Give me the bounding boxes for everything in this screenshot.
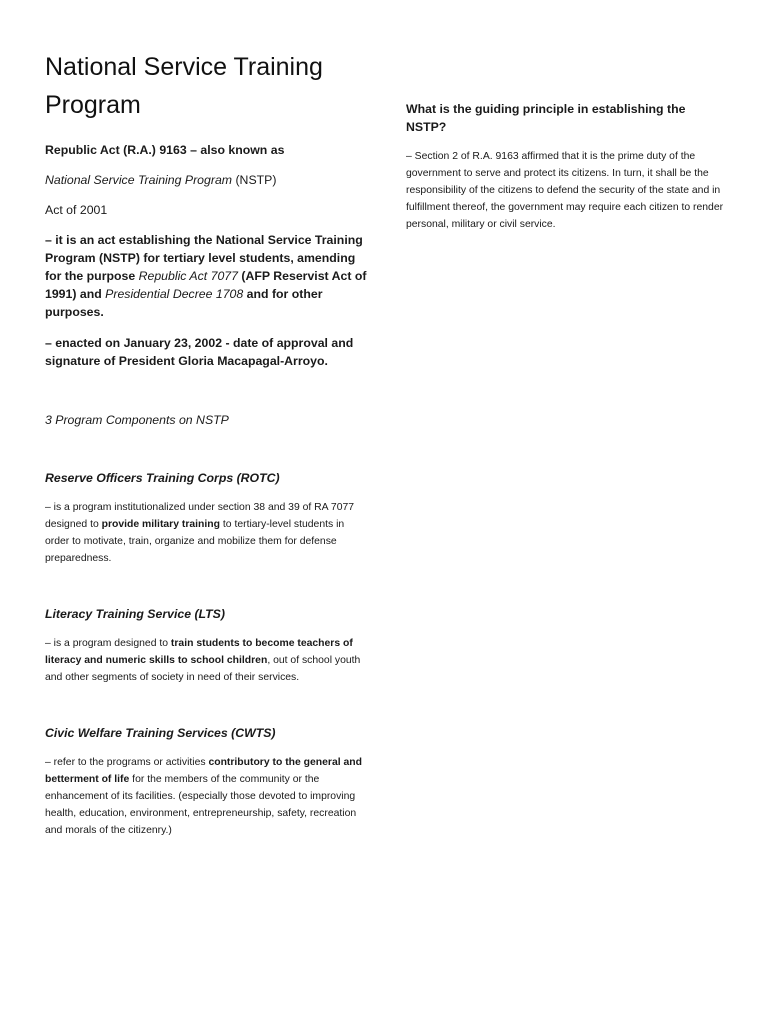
nstp-name: National Service Training Program [45,173,233,187]
rotc-heading: Reserve Officers Training Corps (ROTC) [45,471,280,485]
rotc-text [45,499,370,567]
lts-text-bold: train students to become teachers of literacy and numeric skills to school children [45,638,353,666]
intro-ra-line [45,141,370,159]
enacted-date: January 23, 2002 [123,336,223,350]
intro-enacted [45,334,370,370]
lts-text-b: , out of school youth and other segments of society in need of their services. [45,655,361,683]
intro-description [45,231,370,321]
desc-part-a: – it is an act establishing the National Service Training Program (NSTP) for tertiary level students, amending for the purpose [45,233,363,283]
intro-act-line: Act of 2001 [45,203,108,217]
intro-nstp-line [45,171,370,189]
rotc-text-b: to tertiary-level students in order to motivate, train, organize and mobilize them for defense preparedness. [45,519,345,564]
principle-question: What is the guiding principle in establishing the NSTP? [406,102,686,134]
cwts-text-a: – refer to the programs or activities [45,757,209,768]
cwts-text-bold: contributory to the general and betterment of life [45,757,362,785]
desc-ra7077: Republic Act 7077 [138,269,238,283]
desc-part-c: and for other purposes. [45,287,323,319]
lts-text [45,635,370,686]
cwts-heading: Civic Welfare Training Services (CWTS) [45,726,276,740]
lts-text-a: – is a program designed to [45,638,171,649]
components-heading: 3 Program Components on NSTP [45,413,229,427]
rotc-text-bold: provide military training [101,519,220,530]
desc-pd1708: Presidential Decree 1708 [105,287,244,301]
enacted-part-b: - date of approval and signature of President Gloria Macapagal-Arroyo. [45,336,354,368]
ra-number: Republic Act (R.A.) 9163 [45,143,187,157]
lts-heading: Literacy Training Service (LTS) [45,607,225,621]
ra-also-known: – also known as [186,143,285,157]
left-column [45,48,370,839]
cwts-text-b: for the members of the community or the enhancement of its facilities. (especially those devoted to improving health, education, environment, entrepreneurship, safety, recreation and morals of the citizenry.) [45,774,357,836]
desc-part-b: (AFP Reservist Act of 1991) and [45,269,367,301]
principle-answer: – Section 2 of R.A. 9163 affirmed that it is the prime duty of the government to serve and protect its citizens. In turn, it shall be the responsibility of the citizens to defend the security of the state and in fulfillment thereof, the government may require each citizen to render personal, military or civil service. [406,151,724,230]
enacted-part-a: – enacted on [45,336,124,350]
page-title: National Service Training Program [45,53,323,119]
cwts-text [45,754,370,839]
nstp-abbr: (NSTP) [232,173,277,187]
rotc-text-a: – is a program institutionalized under section 38 and 39 of RA 7077 designed to [45,502,355,530]
right-column [406,100,728,233]
